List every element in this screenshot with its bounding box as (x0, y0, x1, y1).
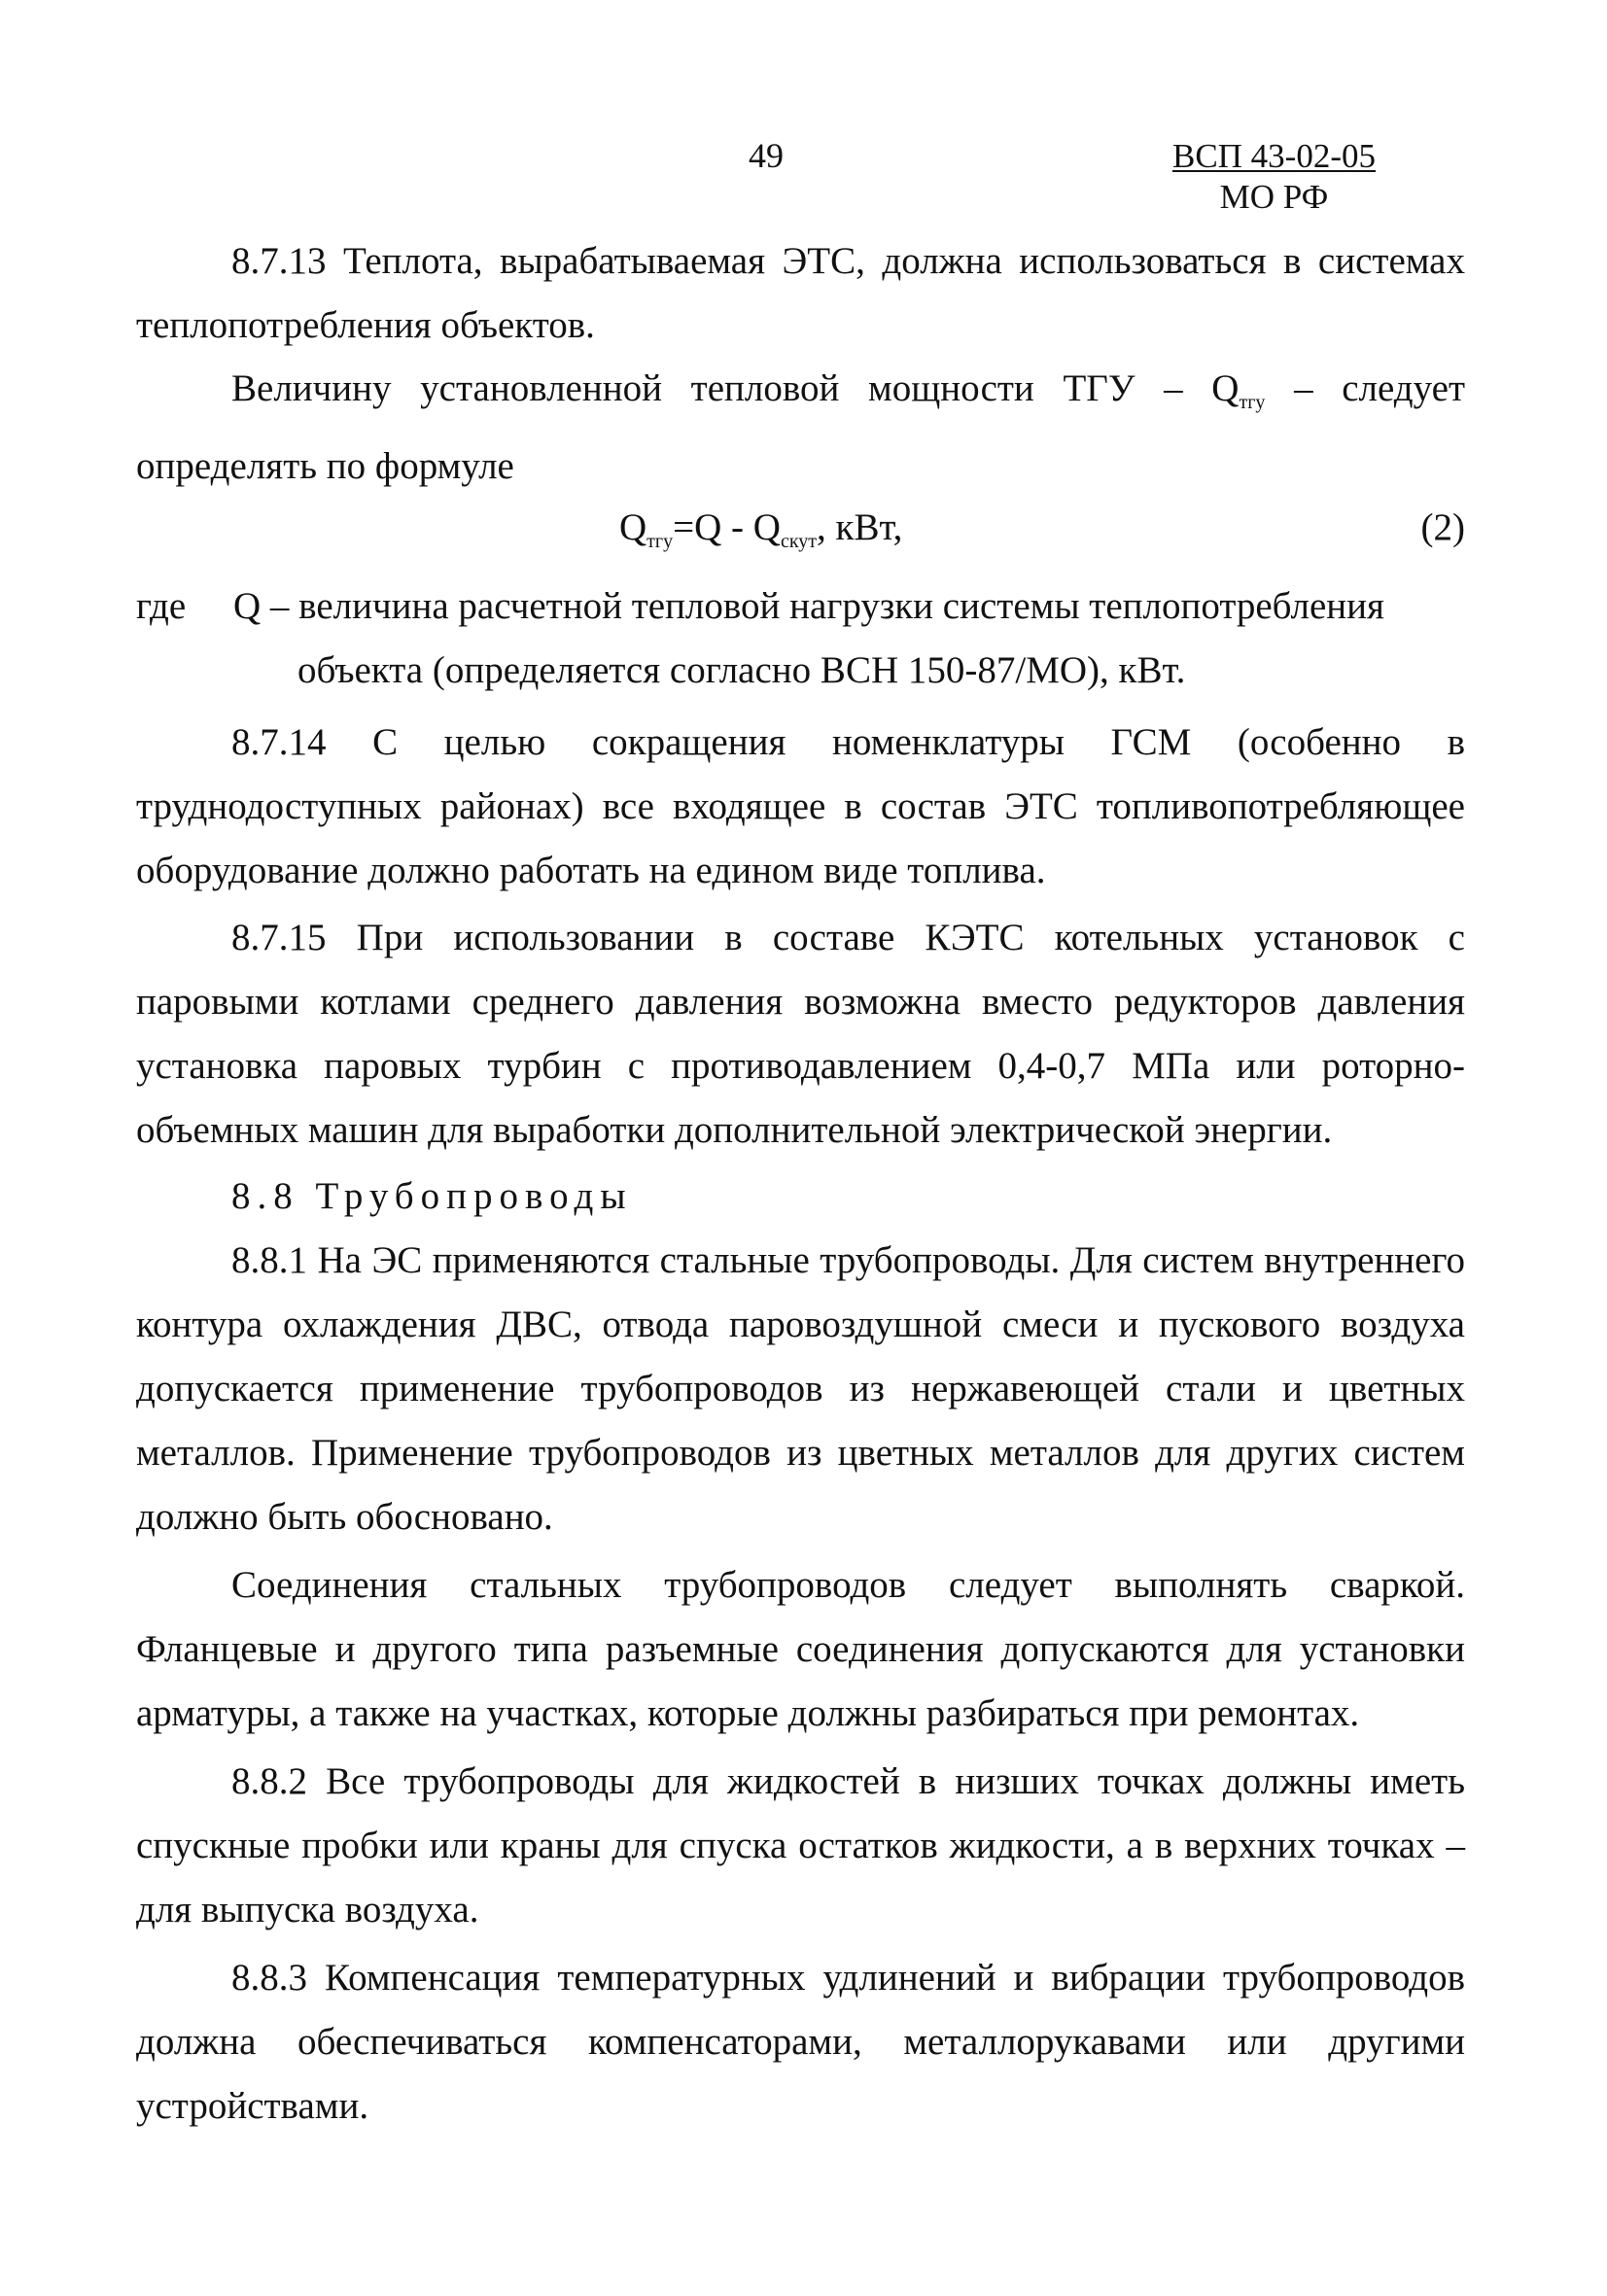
paragraph-8-8-1: 8.8.1 На ЭС применяются стальные трубопроводы. Для систем внутреннего контура охлаждения ДВС, отвода паровоздушной смеси и пускового воздуха допускается применение трубопроводов из нержавеющей стали и цветных металлов. Применение трубопроводов из цветных металлов для других систем должно быть обосновано. (136, 1239, 1465, 1538)
paragraph-power-definition-text: Величину установленной тепловой мощности ТГУ – Q (231, 367, 1240, 409)
formula-number: (2) (1420, 506, 1465, 548)
subscript-tgu: тгу (1239, 392, 1266, 413)
paragraph-8-7-14: 8.7.14 С целью сокращения номенклатуры ГСМ (особенно в труднодоступных районах) все входящее в состав ЭТС топливопотребляющее оборудование должно работать на едином виде топлива. (136, 721, 1465, 891)
formula-expression (619, 496, 902, 574)
section-heading-8-8: 8.8 Трубопроводы (231, 1175, 633, 1217)
paragraph-8-7-15: 8.7.15 При использовании в составе КЭТС котельных установок с паровыми котлами среднего давления возможна вместо редукторов давления установка паровых турбин с противодавлением 0,4-0,7 МПа или роторно-объемных машин для выработки дополнительной электрической энергии. (136, 917, 1465, 1151)
paragraph-power-definition-rest: – следует определять по формуле (136, 367, 1465, 487)
document-organization: МО РФ (1219, 178, 1329, 216)
paragraph-connections: Соединения стальных трубопроводов следует выполнять сваркой. Фланцевые и другого типа разъемные соединения допускаются для установки арматуры, а также на участках, которые должны разбираться при ремонтах. (136, 1564, 1465, 1734)
where-label: где (136, 585, 187, 627)
paragraph-power-definition (136, 357, 1465, 499)
formula-subscript-skut: скут (780, 531, 817, 552)
document-code: ВСП 43-02-05 (1171, 137, 1376, 175)
where-definition-text (233, 574, 1465, 703)
document-code-block (1172, 136, 1376, 218)
paragraph-8-7-13: 8.7.13 Теплота, вырабатываемая ЭТС, должна использоваться в системах теплопотребления объектов. (136, 240, 1465, 346)
paragraph-8-8-3: 8.8.3 Компенсация температурных удлинений и вибрации трубопроводов должна обеспечиваться компенсаторами, металлорукавами или другими устройствами. (136, 1957, 1465, 2127)
where-line-2: объекта (определяется согласно ВСН 150-87/МО), кВт. (297, 649, 1186, 691)
formula-q-tgu: Q (619, 506, 647, 548)
formula-2 (136, 496, 1465, 560)
formula-unit: , кВт, (817, 506, 903, 548)
paragraph-8-8-2: 8.8.2 Все трубопроводы для жидкостей в низших точках должны иметь спускные пробки или краны для спуска остатков жидкости, а в верхних точках – для выпуска воздуха. (136, 1760, 1465, 1931)
page-number: 49 (749, 136, 784, 175)
where-line-1: Q – величина расчетной тепловой нагрузки системы теплопотребления (233, 585, 1384, 627)
formula-minus-part: =Q - Q (673, 506, 781, 548)
formula-subscript-tgu: тгу (646, 531, 674, 552)
